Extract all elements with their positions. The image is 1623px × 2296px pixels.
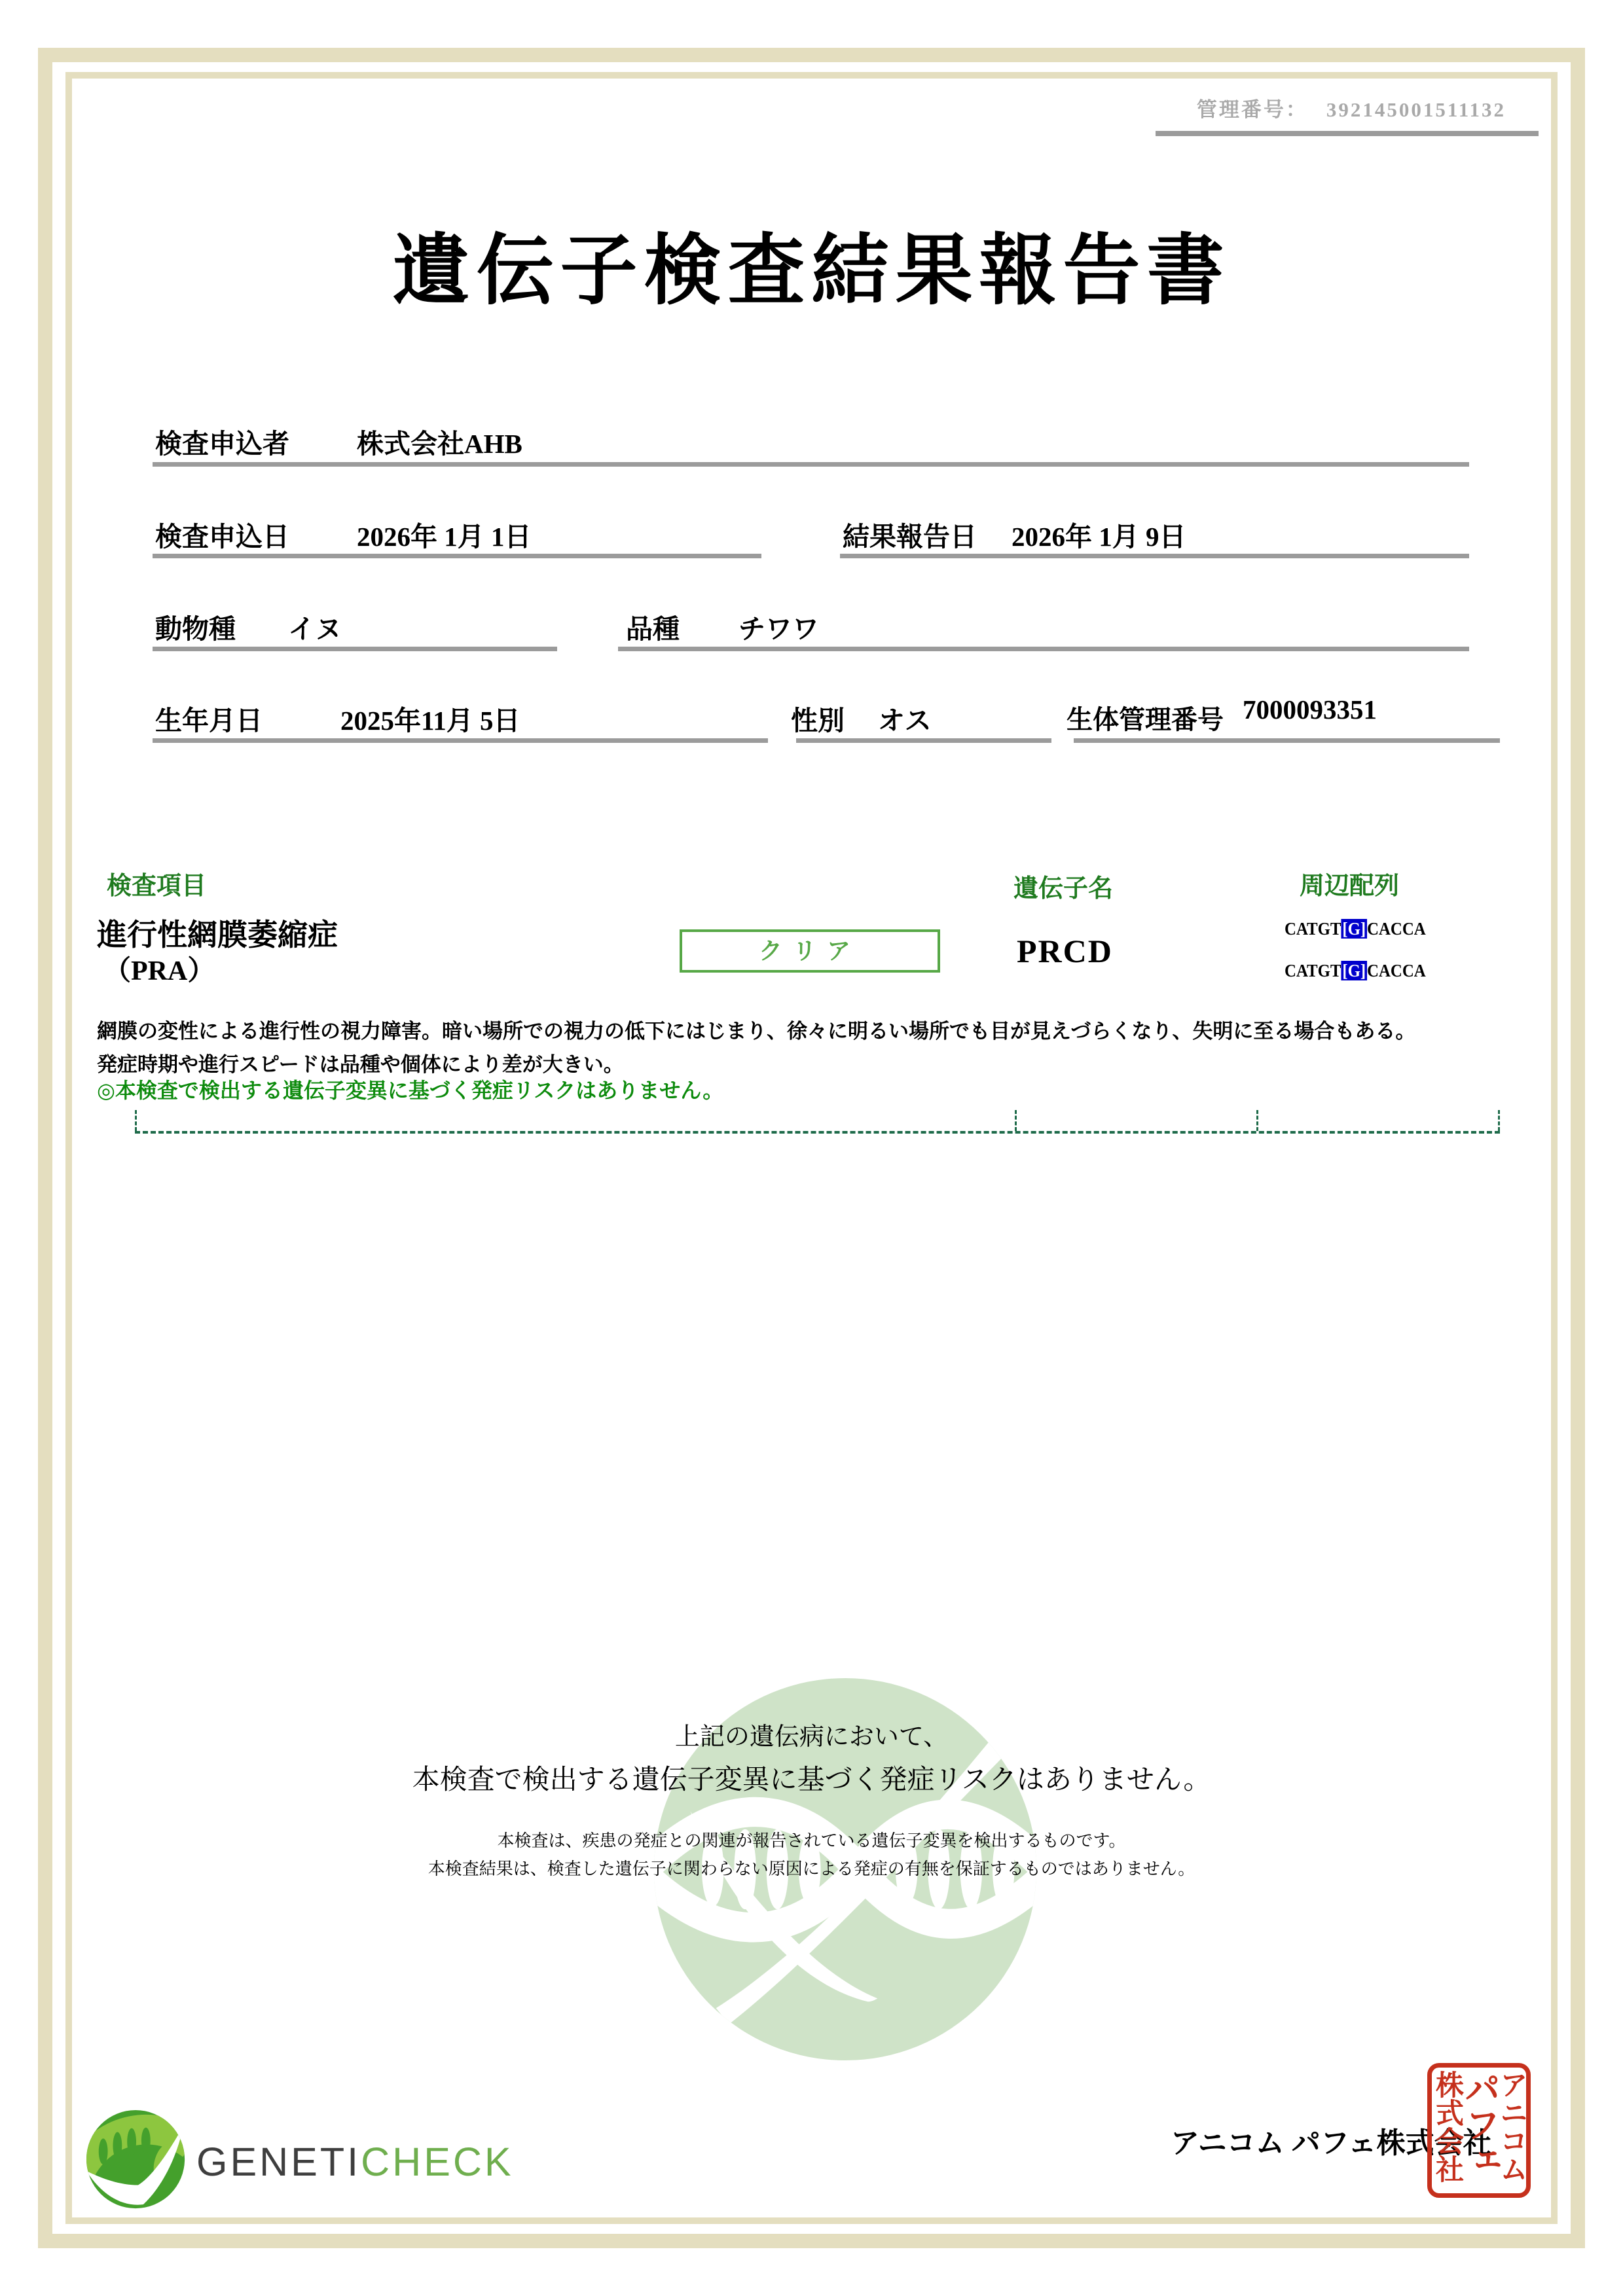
company-seal-stamp [1427,2063,1531,2198]
animal-id-underline [1074,738,1500,743]
sequence-allele-highlight: [G] [1342,961,1366,980]
management-number-value: 392145001511132 [1326,98,1506,121]
sequence-row-1 [1285,919,1426,939]
breed-value: チワワ [739,614,819,644]
apply-date-value: 2026年 1月 1日 [357,522,532,552]
sequence-prefix: CATGT [1285,961,1341,980]
animal-id-value: 7000093351 [1243,694,1377,725]
applicant-underline [153,462,1469,467]
sex-underline [796,738,1051,743]
breed-label: 品種 [626,614,680,644]
disease-description-line2: 発症時期や進行スピードは品種や個体により差が大きい。 [97,1053,624,1076]
logo-text-check: CHECK [361,2140,514,2184]
logo-wordmark [196,2139,514,2185]
species-value: イヌ [288,614,342,644]
sequence-prefix: CATGT [1285,919,1341,939]
gene-name-header: 遺伝子名 [1013,875,1114,903]
animal-id-label: 生体管理番号 [1067,705,1224,734]
sequence-allele-highlight: [G] [1342,919,1366,939]
apply-date-underline [153,554,761,558]
test-item-header: 検査項目 [107,872,207,900]
disease-abbreviation: （PRA） [103,956,215,986]
management-number-underline [1156,131,1539,136]
management-number [1048,93,1506,122]
dashed-divider [1256,1110,1258,1131]
geneticheck-logo-icon [85,2109,189,2212]
dashed-divider [1498,1110,1500,1131]
sequence-suffix: CACCA [1367,961,1426,980]
disease-description-line1: 網膜の変性による進行性の視力障害。暗い場所での視力の低下にはじまり、徐々に明るい場所でも目が見えづらくなり、失明に至る場合もある。 [97,1020,1416,1043]
stamp-column-3: 株式会社 [1432,2070,1463,2183]
company-name: アニコム パフェ株式会社 [1171,2127,1492,2159]
breed-underline [618,647,1469,651]
summary-note1: 本検査は、疾患の発症との関連が報告されている遺伝子変異を検出するものです。 [497,1831,1126,1850]
risk-note: ◎本検査で検出する遺伝子変異に基づく発症リスクはありません。 [97,1079,724,1102]
result-table-dashed-border [135,1110,1500,1134]
report-date-value: 2026年 1月 9日 [1012,522,1186,552]
sequence-row-2 [1285,961,1426,981]
sequence-header: 周辺配列 [1300,872,1400,900]
species-underline [153,647,557,651]
stamp-column-1: アニコム [1496,2070,1527,2183]
sequence-suffix: CACCA [1367,919,1426,939]
page-title: 遺伝子検査結果報告書 [392,228,1231,314]
birth-date-underline [153,738,768,743]
management-number-label: 管理番号： [1196,98,1308,121]
report-date-label: 結果報告日 [843,522,977,552]
applicant-value: 株式会社AHB [357,429,522,459]
apply-date-label: 検査申込日 [155,522,289,552]
dashed-divider [135,1110,137,1131]
stamp-column-2: パフェ [1459,2070,1499,2178]
logo-text-geneti: GENETI [196,2140,361,2184]
gene-name-value: PRCD [1017,933,1113,969]
birth-date-label: 生年月日 [155,706,263,736]
disease-name: 進行性網膜萎縮症 [97,918,338,952]
dashed-divider [1015,1110,1017,1131]
species-label: 動物種 [155,614,236,644]
summary-line2: 本検査で検出する遺伝子変異に基づく発症リスクはありません。 [412,1764,1211,1795]
result-value: クリア [758,938,861,964]
sex-label: 性別 [791,706,845,736]
result-clear-box [680,929,940,973]
sex-value: オス [878,706,932,736]
applicant-label: 検査申込者 [155,429,289,459]
summary-line1: 上記の遺伝病において、 [674,1723,949,1751]
report-date-underline [840,554,1469,558]
summary-note2: 本検査結果は、検査した遺伝子に関わらない原因による発症の有無を保証するものではありません。 [428,1859,1195,1878]
birth-date-value: 2025年11月 5日 [340,706,520,736]
